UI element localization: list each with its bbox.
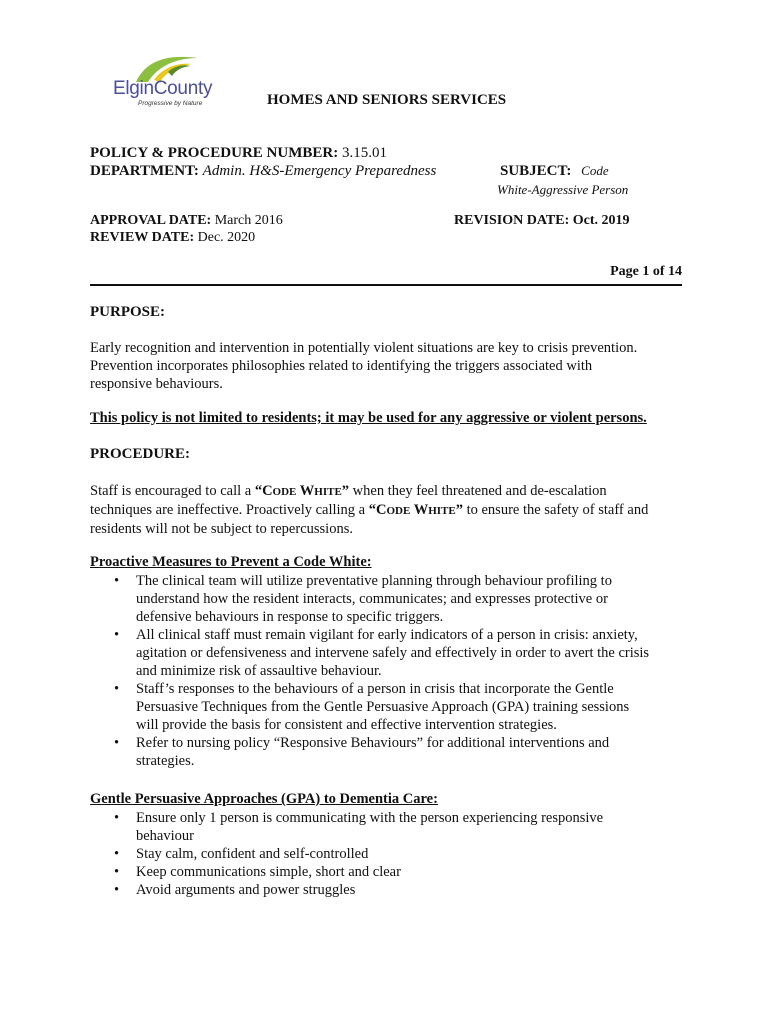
list-item-line: Persuasive Techniques from the Gentle Persuasive Approach (GPA) training sessions <box>136 699 630 715</box>
logo-tagline: Progressive by Nature <box>138 100 203 107</box>
list-item-line: The clinical team will utilize preventative planning through behaviour profiling to <box>136 573 612 589</box>
department-label: DEPARTMENT: <box>90 163 199 179</box>
purpose-line: responsive behaviours. <box>90 376 223 392</box>
code-white-small: ODE <box>272 486 297 498</box>
list-item-line: agitation or defensiveness and intervene safely and effectively in order to avert the crisis <box>136 645 650 661</box>
code-white-small: HITE <box>428 505 456 517</box>
revision-value: Oct. 2019 <box>572 213 630 228</box>
procedure-text: when they feel threatened and de-escalation <box>349 483 607 499</box>
gpa-list <box>90 809 690 899</box>
code-white-close: ” <box>455 502 463 518</box>
bullet-icon: • <box>114 681 120 697</box>
purpose-line: Prevention incorporates philosophies related to identifying the triggers associated with <box>90 358 593 374</box>
department <box>90 163 436 180</box>
bullet-icon: • <box>114 573 120 589</box>
header-divider <box>90 284 682 286</box>
bullet-icon: • <box>114 735 120 751</box>
document-title: HOMES AND SENIORS SERVICES <box>267 92 507 108</box>
subject-value-1: Code <box>581 163 609 178</box>
revision-label: REVISION DATE: <box>454 213 570 228</box>
list-item <box>90 881 690 899</box>
purpose-line: Early recognition and intervention in potentially violent situations are key to crisis prevention. <box>90 340 638 356</box>
policy-label: POLICY & PROCEDURE NUMBER: <box>90 145 339 161</box>
policy-number <box>90 145 387 162</box>
list-item <box>90 809 690 845</box>
purpose-paragraph <box>90 339 690 393</box>
list-item-line: Ensure only 1 person is communicating with the person experiencing responsive <box>136 810 604 826</box>
list-item-line: Staff’s responses to the behaviours of a person in crisis that incorporate the Gentle <box>136 681 614 697</box>
list-item <box>90 863 690 881</box>
code-white-small: HITE <box>314 486 342 498</box>
subject-value-2: White-Aggressive Person <box>497 182 629 197</box>
department-value: Admin. H&S-Emergency Preparedness <box>202 163 437 179</box>
bullet-icon: • <box>114 864 120 880</box>
code-white-w: W <box>410 502 429 518</box>
bullet-icon: • <box>114 810 120 826</box>
review-value: Dec. 2020 <box>197 230 256 245</box>
policy-scope-note: This policy is not limited to residents; it may be used for any aggressive or violent persons. <box>90 410 647 426</box>
bullet-icon: • <box>114 627 120 643</box>
procedure-line <box>90 501 690 520</box>
list-item <box>90 626 690 680</box>
purpose-heading: PURPOSE: <box>90 304 165 320</box>
approval-value: March 2016 <box>214 213 283 228</box>
proactive-list <box>90 572 690 770</box>
bullet-icon: • <box>114 846 120 862</box>
list-item-line: defensive behaviours in response to specific triggers. <box>136 609 444 625</box>
list-item-line: Stay calm, confident and self-controlled <box>136 846 369 862</box>
list-item-line: Avoid arguments and power struggles <box>136 882 356 898</box>
list-item-line: behaviour <box>136 828 194 844</box>
page-number: Page 1 of 14 <box>610 264 682 279</box>
proactive-heading: Proactive Measures to Prevent a Code White: <box>90 554 372 570</box>
list-item <box>90 845 690 863</box>
procedure-heading: PROCEDURE: <box>90 446 190 462</box>
elgin-county-logo <box>108 52 228 112</box>
list-item <box>90 680 690 734</box>
procedure-text: techniques are ineffective. Proactively calling a <box>90 502 369 518</box>
approval-date <box>90 213 283 229</box>
code-white-term <box>255 483 349 499</box>
list-item-line: strategies. <box>136 753 195 769</box>
list-item-line: understand how the resident interacts, communicates; and expresses protective or <box>136 591 608 607</box>
code-white-term <box>369 502 463 518</box>
procedure-text: to ensure the safety of staff and <box>462 502 649 518</box>
list-item <box>90 572 690 626</box>
review-label: REVIEW DATE: <box>90 230 195 245</box>
revision-date <box>454 213 630 229</box>
subject-label: SUBJECT: <box>500 163 572 179</box>
list-item <box>90 734 690 770</box>
subject <box>500 163 609 180</box>
code-white-open: “C <box>254 483 273 499</box>
code-white-small: ODE <box>386 505 411 517</box>
review-date <box>90 230 255 246</box>
bullet-icon: • <box>114 882 120 898</box>
procedure-line <box>90 482 690 501</box>
logo-name: ElginCounty <box>113 78 213 99</box>
procedure-text: Staff is encouraged to call a <box>90 483 255 499</box>
approval-label: APPROVAL DATE: <box>90 213 212 228</box>
list-item-line: Keep communications simple, short and clear <box>136 864 401 880</box>
code-white-w: W <box>296 483 315 499</box>
procedure-line: residents will not be subject to repercussions. <box>90 521 353 537</box>
list-item-line: All clinical staff must remain vigilant for early indicators of a person in crisis: anxiety, <box>136 627 638 643</box>
policy-value: 3.15.01 <box>341 145 387 161</box>
code-white-open: “C <box>368 502 387 518</box>
gpa-heading: Gentle Persuasive Approaches (GPA) to Dementia Care: <box>90 791 438 807</box>
list-item-line: and minimize risk of assaultive behaviour. <box>136 663 382 679</box>
procedure-paragraph <box>90 482 690 538</box>
list-item-line: will provide the basis for consistent and effective intervention strategies. <box>136 717 557 733</box>
list-item-line: Refer to nursing policy “Responsive Behaviours” for additional interventions and <box>136 735 610 751</box>
code-white-close: ” <box>341 483 350 499</box>
